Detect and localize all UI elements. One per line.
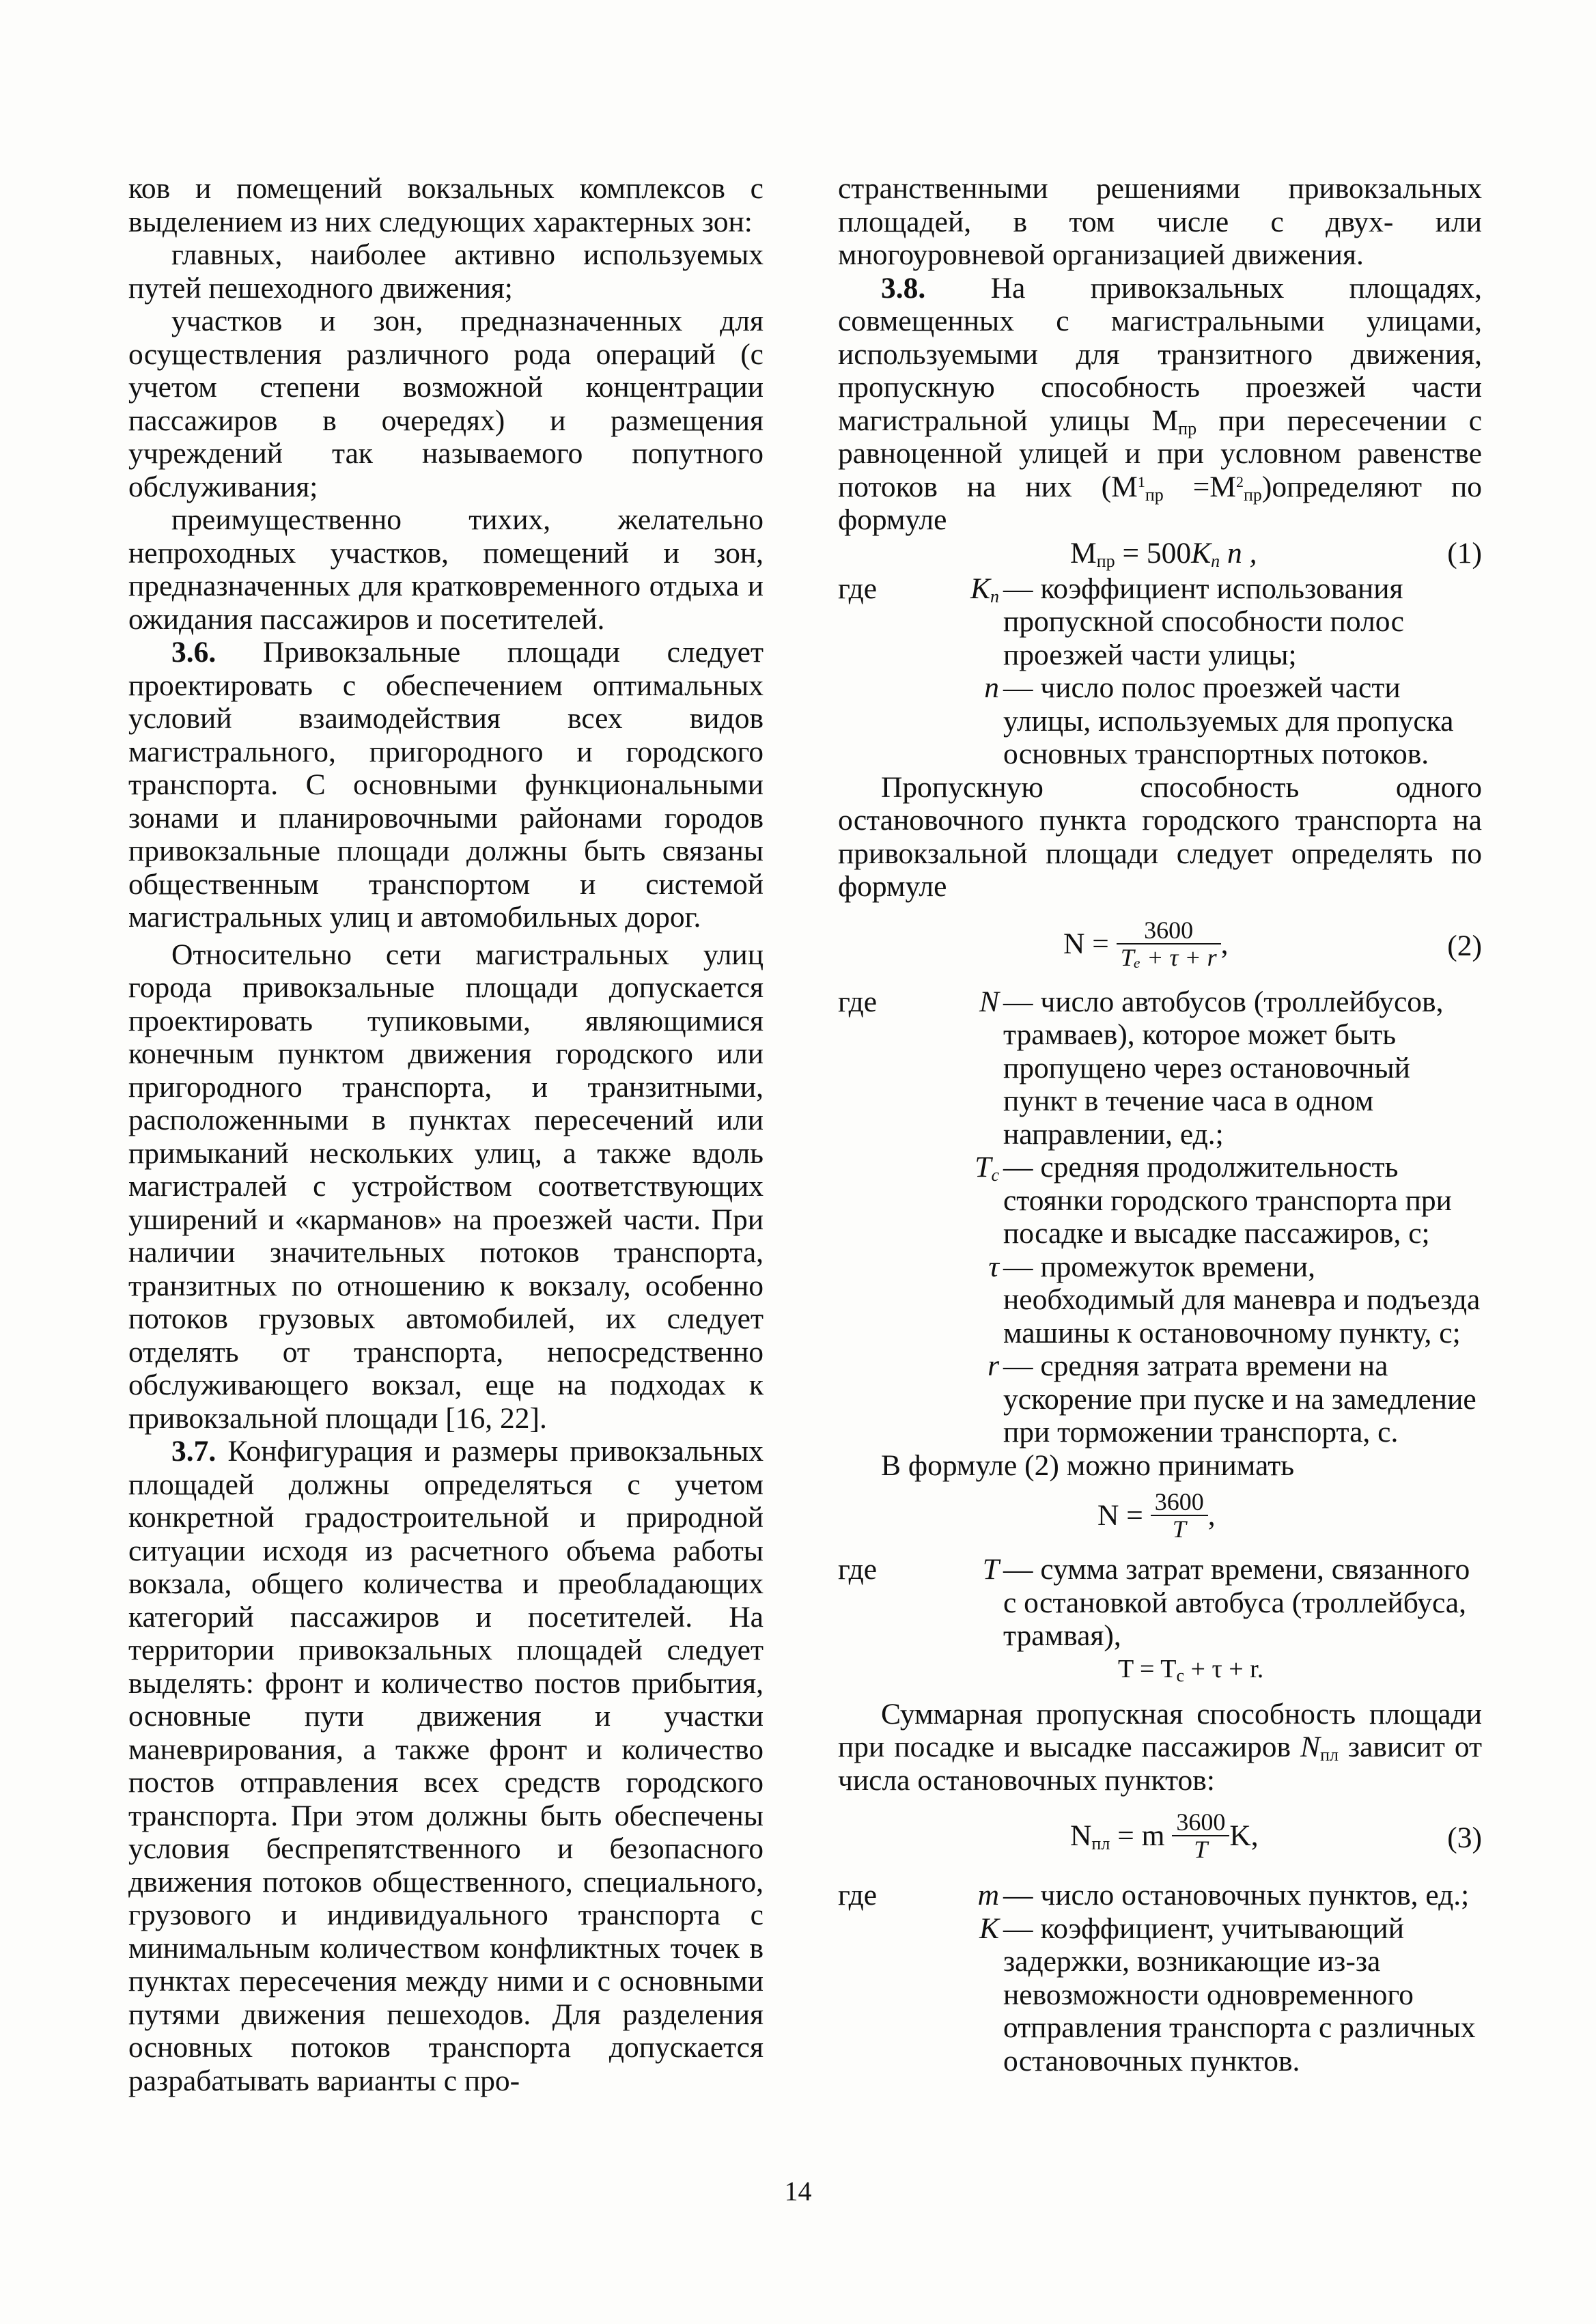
formula-2b — [838, 1485, 1482, 1553]
section-text: =М — [1163, 470, 1236, 503]
superscript: 1 — [1137, 473, 1145, 490]
formula-symbol: n , — [1220, 536, 1257, 570]
section-number: 3.7. — [171, 1435, 216, 1468]
numerator: 3600 — [1172, 1809, 1229, 1836]
subscript: пр — [1096, 550, 1115, 571]
fraction — [1172, 1809, 1229, 1862]
formula-number: (2) — [1447, 929, 1482, 962]
legend-text: — число полос проезжей части улицы, используемых для пропуска основных транспортных потоков. — [1003, 671, 1454, 770]
denominator: T — [1172, 1515, 1186, 1543]
formula-symbol: N = — [1097, 1498, 1143, 1532]
formula-symbol: М — [1070, 536, 1097, 570]
legend-text: — средняя продолжительность стоянки городского транспорта при посадке и высадке пассажиров, с; — [1003, 1151, 1452, 1250]
paragraph-total-capacity: Суммарная пропускная способность площади при посадке и высадке пассажиров $N_{пл}$ зависит от числа остановочных пунктов: — [838, 1697, 1483, 1797]
formula-3 — [838, 1802, 1482, 1879]
paragraph-continued: странственными решениями привокзальных площадей, в том числе с двух- или многоуровневой организацией движения. — [838, 172, 1482, 271]
paragraph-zone-quiet: преимущественно тихих, желательно непроходных участков, помещений и зон, предназначенных для кратковременного отдыха и ожидания пассажиров и посетителей. — [128, 503, 764, 636]
paragraph-zones-intro: ков и помещений вокзальных комплексов с выделением из них следующих характерных зон: — [128, 172, 764, 238]
section-3-7 — [128, 1435, 764, 2097]
where-label: где — [838, 985, 878, 1018]
paragraph-street-network: Относительно сети магистральных улиц города привокзальные площади допускается проектировать тупиковыми, являющимися конечным пунктом движения городского или пригородного транспорта, и транзитными, расположенными в пунктах пересечений или примыканий нескольких улиц, а также вдоль магистралей с устройством соответствующих уширений и «карманов» на проезжей части. При наличии значительных потоков транспорта, транзитных по отношению к вокзалу, особенно потоков грузовых автомобилей, их следует отделять от транспорта, непосредственно обслуживающего вокзал, еще на подходах к привокзальной площади [16, 22]. — [128, 938, 764, 1435]
legend-text: — число остановочных пунктов, ед.; — [1003, 1879, 1470, 1912]
section-number: 3.6. — [171, 636, 216, 669]
numerator: 3600 — [1117, 917, 1221, 944]
legend-symbol: N — [979, 985, 999, 1018]
section-text: )определяют по формуле — [838, 470, 1483, 536]
legend-text: — коэффициент, учитывающий задержки, возникающие из-за невозможности одновременного отправления транспорта с различных остановочных пунктов. — [1003, 1912, 1476, 2077]
legend-text: — промежуток времени, необходимый для маневра и подъезда машины к остановочному пункту, с; — [1003, 1250, 1481, 1349]
section-text: Конфигурация и размеры привокзальных площадей должны определяться с учетом конкретной градостроительной и природной ситуации исходя из расчетного объема работы вокзала, общего количества и преобладающих категорий пассажиров и посетителей. На территории привокзальных площадей следует выделять: фронт и количество постов прибытия, основные пути движения и участки маневрирования, а также фронт и количество постов отправления всех средств городского транспорта. При этом должны быть обеспечены условия беспрепятственного и безопасного движения потоков общественного, специального, грузового и индивидуального транспорта с минимальным количеством конфликтных точек в пунктах пересечения между ними и с основными путями движения пешеходов. Для разделения основных потоков транспорта допускается разрабатывать варианты с про- — [128, 1435, 764, 2097]
legend-symbol: T — [982, 1553, 999, 1586]
section-text: при пересечении с равноценной улицей и при условном равенстве потоков на них (М — [838, 404, 1483, 503]
formula-expression — [1070, 537, 1257, 570]
section-number: 3.8. — [881, 271, 926, 305]
legend-symbol: τ — [988, 1250, 999, 1283]
where-label: где — [838, 572, 878, 605]
fraction — [1151, 1489, 1208, 1542]
subscript: пр — [1178, 418, 1197, 438]
formula-1 — [838, 537, 1482, 572]
subscript: пр — [1243, 484, 1262, 505]
legend-text: — число автобусов (троллейбусов, трамваев), которое может быть пропущено через остановочный пункт в течение часа в одном направлении, ед.; — [1003, 985, 1444, 1151]
formula-2b-legend — [838, 1553, 1482, 1653]
formula-symbol: K, — [1229, 1819, 1259, 1852]
where-label: где — [838, 1553, 878, 1586]
right-column — [838, 172, 1482, 2077]
formula-2-legend — [838, 985, 1482, 1449]
formula-2 — [838, 909, 1482, 985]
formula-3-legend — [838, 1879, 1482, 2077]
formula-symbol: K — [1191, 536, 1212, 570]
formula-symbol: N = — [1063, 927, 1109, 960]
formula-number: (3) — [1447, 1821, 1482, 1854]
legend-symbol: $K_n$ — [970, 572, 999, 606]
legend-symbol: m — [977, 1879, 999, 1912]
denominator: Tₑ + τ + r — [1120, 943, 1217, 971]
superscript: 2 — [1235, 473, 1244, 490]
section-3-6 — [128, 636, 764, 934]
formula-1-legend — [838, 572, 1482, 771]
formula-expression — [1063, 917, 1229, 970]
where-label: где — [838, 1879, 878, 1912]
paragraph-stop-capacity: Пропускную способность одного остановочного пункта городского транспорта на привокзальной площади следует определять по формуле — [838, 770, 1482, 903]
legend-symbol: n — [984, 671, 999, 704]
left-column — [128, 172, 764, 2097]
section-3-8 — [838, 272, 1482, 537]
legend-symbol: K — [979, 1912, 999, 1945]
paragraph-zone-main-paths: главных, наиболее активно используемых путей пешеходного движения; — [128, 238, 764, 305]
legend-symbol: r — [988, 1349, 999, 1382]
legend-text: — средняя затрата времени на ускорение при пуске и на замедление при торможении транспорта, с. — [1003, 1349, 1476, 1448]
section-text: Привокзальные площади следует проектировать с обеспечением оптимальных условий взаимодействия всех видов магистрального, пригородного и городского транспорта. С основными функциональными зонами и планировочными районами городов привокзальные площади должны быть связаны общественным транспортом и системой магистральных улиц и автомобильных дорог. — [128, 636, 764, 934]
legend-text: — сумма затрат времени, связанного с остановкой автобуса (троллейбуса, трамвая), — [1003, 1553, 1470, 1652]
page-number: 14 — [784, 2176, 812, 2207]
paragraph-zone-operations: участков и зон, предназначенных для осуществления различного рода операций (с учетом степени возможной концентрации пассажиров в очередях) и размещения учреждений так называемого попутного обслуживания; — [128, 305, 764, 503]
formula-symbol: = 500 — [1115, 536, 1192, 570]
denominator: T — [1194, 1836, 1208, 1863]
formula-symbol: , — [1220, 927, 1229, 960]
formula-expression: $N_{пл} = m$ $\frac{3600}{T}$ K, — [1070, 1808, 1259, 1863]
formula-t — [838, 1653, 1482, 1691]
formula-expression — [1097, 1489, 1216, 1542]
numerator: 3600 — [1151, 1489, 1208, 1516]
section-text: На привокзальных площадях, совмещенных с магистральными улицами, используемыми для транзитного движения, пропускную способность проезжей части магистральной улицы М — [838, 271, 1482, 437]
legend-symbol: $T_c$ — [975, 1151, 999, 1185]
paragraph-formula-2-note: В формуле (2) можно принимать — [881, 1448, 1295, 1482]
formula-number: (1) — [1447, 536, 1482, 570]
subscript: пр — [1145, 484, 1164, 505]
formula-expression: $T = T_c + \tau + r$. — [1118, 1654, 1264, 1685]
fraction — [1117, 917, 1221, 970]
formula-symbol: , — [1207, 1498, 1216, 1532]
legend-text: — коэффициент использования пропускной способности полос проезжей части улицы; — [1003, 572, 1404, 671]
subscript: n — [1211, 550, 1220, 571]
